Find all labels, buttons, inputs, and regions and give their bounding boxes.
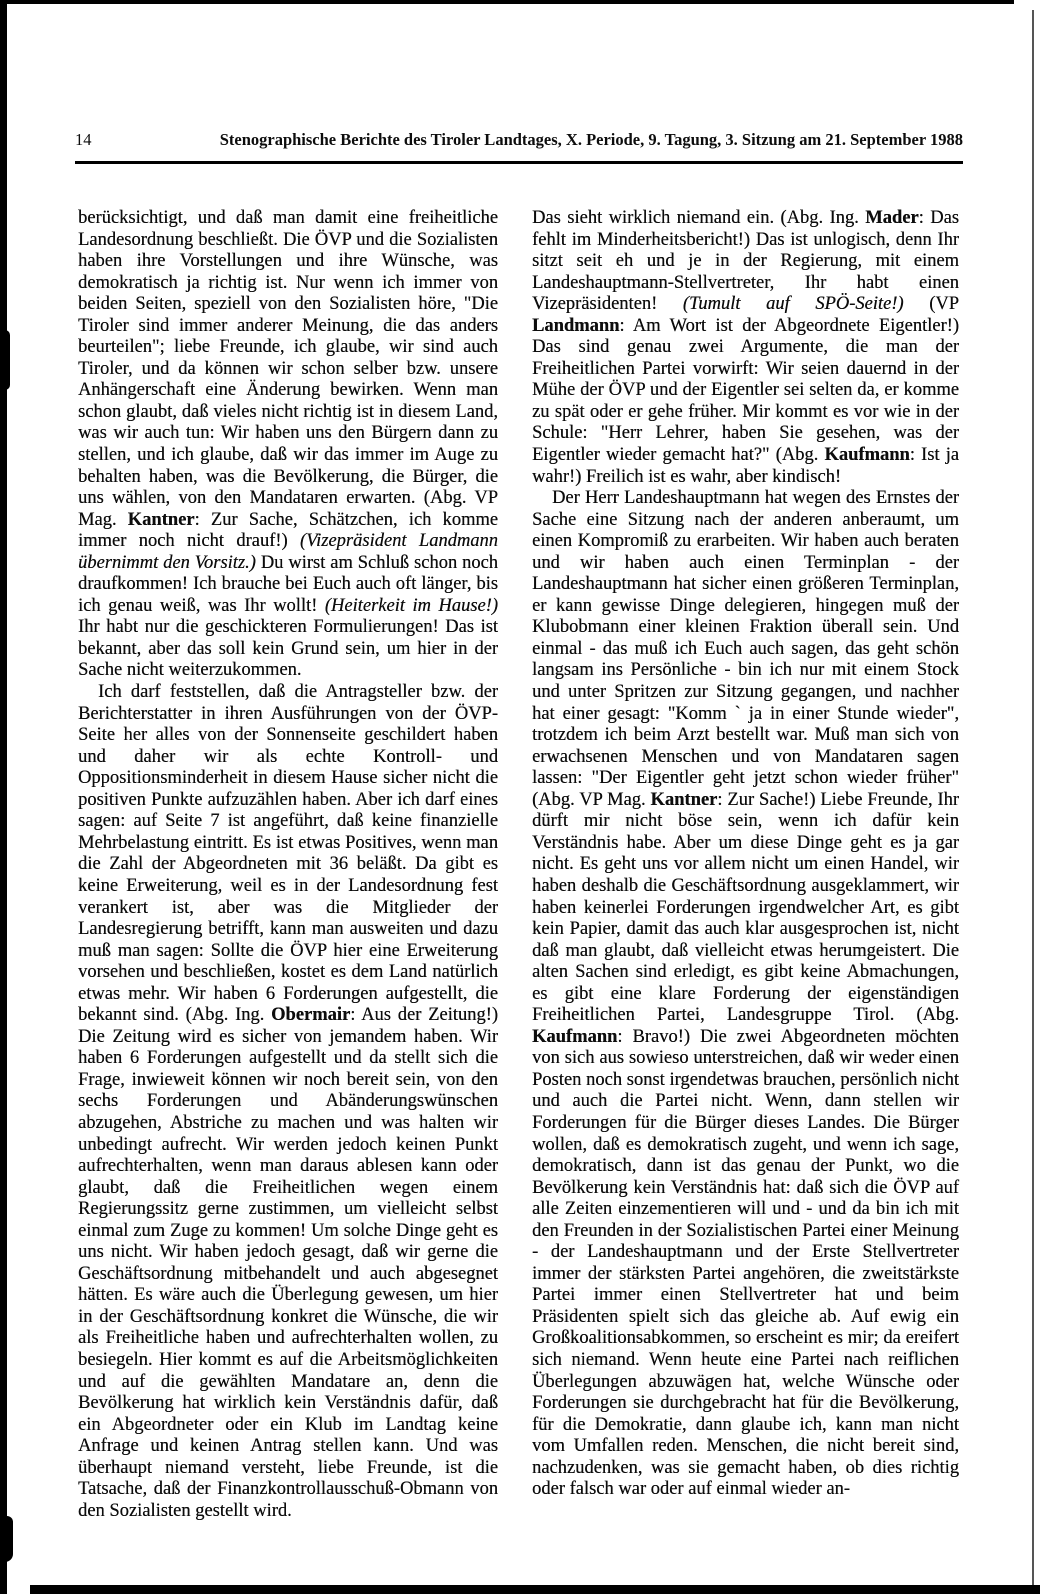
stage-direction: (Heiterkeit im Hause!) [324, 595, 498, 616]
paragraph [532, 208, 959, 488]
right-column [532, 208, 959, 1501]
scan-border-left-bump [0, 330, 10, 390]
speaker-name: Kaufmann [532, 1026, 618, 1047]
speech-text: Ich darf feststellen, daß die Antragsteller bzw. der Berichterstatter in ihren Ausführungen von der ÖVP-Seite her alles von der Sonnenseite geschildert haben und daher wir als echte Kontroll- und Oppositionsminderheit in diesem Hause sicher nicht die positiven Punkte aufzuzählen haben. Aber ich darf eines sagen: auf Seite 7 ist angeführt, daß keine finanzielle Mehrbelastung eintritt. Es ist etwas Positives, wenn man die Zahl der Abgeordneten mit 36 beläßt. Da gibt es keine Erweiterung, weil es in der Landesordnung fest verankert ist, aber was die Mitglieder der Landesregierung betrifft, kann man ausweiten und dazu muß man sagen: Sollte die ÖVP hier eine Erweiterung vorsehen und beschließen, kostet es dem Land natürlich etwas mehr. Wir haben 6 Forderungen aufgestellt, die bekannt sind. (Abg. Ing. [78, 682, 498, 1026]
speaker-name: Kantner [127, 509, 195, 530]
speech-text: : Das fehlt im Minderheitsbericht!) Das ist unlogisch, denn Ihr sitzt seit eh und je in der Regierung, mit einem Landeshauptmann-Stellvertreter, Ihr habt einen Vizepräsidenten! [532, 208, 959, 315]
speech-text: Ihr habt nur die geschickteren Formulierungen! Das ist bekannt, aber das soll kein Grund sein, um hier in der Sache nicht weiterzukommen. [78, 617, 498, 681]
speaker-name: Obermair [271, 1005, 351, 1026]
scan-border-top [0, 0, 1014, 4]
paragraph [532, 488, 959, 1501]
stage-direction: (Vizepräsident Landmann übernimmt den Vorsitz.) [78, 531, 498, 573]
scan-border-bottom [30, 1585, 1040, 1594]
speech-text: : Aus der Zeitung!) Die Zeitung wird es sicher von jemandem haben. Wir haben 6 Forderungen aufgestellt und da stellt sich die Frage, inwieweit können wir noch bereit sein, von den sechs Forderungen und Abänderungswünschen abzugehen, Abstriche zu machen und was halten wir unbedingt aufrecht. Wir werden jedoch keinen Punkt aufrechterhalten, wenn man daraus ablesen kann oder glaubt, daß die Freiheitlichen wegen einem Regierungssitz gerne zustimmen, um vielleicht selbst einmal zum Zuge zu kommen! Um solche Dinge geht es uns nicht. Wir haben jedoch gesagt, daß wir gerne die Geschäftsordnung mitbehandelt und auch abgesegnet hätten. Es wäre auch die Überlegung gewesen, um hier in der Geschäftsordnung konkret die Wünsche, die wir als Freiheitliche haben und aufrechterhalten wollen, zu besiegeln. Hier kommt es auf die Arbeitsmöglichkeiten und auf die gewählten Mandatare an, denn die Bevölkerung hat wirklich kein Verständnis dafür, daß ein Abgeordneter oder ein Klub im Landtag keine Anfrage und keinen Antrag stellen kann. Und was überhaupt niemand versteht, liebe Freunde, ist die Tatsache, daß der Finanzkontrollausschuß-Obmann von den Sozialisten gestellt wird. [78, 1005, 498, 1521]
paragraph [78, 208, 498, 682]
left-column [78, 208, 498, 1522]
speech-text: berücksichtigt, und daß man damit eine freiheitliche Landesordnung beschließt. Die ÖVP und die Sozialisten haben ihre Vorstellungen und ihre Wünsche, was demokratisch ja richtig ist. Nur wenn ich immer von beiden Seiten, speziell von den Sozialisten höre, "Die Tiroler sind immer anderer Meinung, die das anders beurteilen"; liebe Freunde, ich glaube, wir sind auch Tiroler, und da können wir schon selber bzw. unsere Anhängerschaft eine Änderung bewirken. Wenn man schon glaubt, daß vieles nicht richtig ist in diesem Land, was wir auch tun: Wir haben uns den Bürgern dann zu stellen, und ich glaube, daß wir das immer im Auge zu behalten haben, was die Bevölkerung, die Bürger, die uns wählen, von den Mandataren erwarten. (Abg. VP Mag. [78, 208, 498, 530]
header-rule [75, 161, 963, 164]
speech-text: : Zur Sache, Schätzchen, ich komme immer noch nicht drauf!) [78, 509, 498, 552]
scan-border-right [1032, 10, 1034, 1585]
speaker-name: Landmann [532, 315, 620, 336]
page-number: 14 [75, 130, 92, 149]
scan-border-left-bump [0, 1516, 13, 1562]
speaker-name: Kantner [650, 789, 718, 810]
speech-text: : Am Wort ist der Abgeordnete Eigentler!) Das sind genau zwei Argumente, die man der Freiheitlichen Partei vorwirft: Wir seien dauernd in der Mühe der ÖVP und der Eigentler sei selten da, er komme zu spät oder er gehe früher. Mir kommt es vor wie in der Schule: "Herr Lehrer, haben Sie gesehen, was der Eigentler wieder gemacht hat?" (Abg. [532, 315, 959, 466]
speech-text: (VP [903, 294, 959, 315]
speech-text: Der Herr Landeshauptmann hat wegen des Ernstes der Sache eine Sitzung nach der anderen anberaumt, um einen Kompromiß zu erarbeiten. Wir haben auch beraten und wir haben auch einen Terminplan - der Landeshauptmann hat sicher einen größeren Terminplan, er kann gewisse Dinge delegieren, hingegen muß der Klubobmann einer kleinen Fraktion überall sein. Und einmal - das muß ich Euch auch sagen, das geht schön langsam ins Persönliche - bin ich nur mit einem Stock und unter Spritzen zur Sitzung gegangen, und nachher hat einer gesagt: "Komm ` ja in einer Stunde wieder", trotzdem ich beim Arzt bestellt war. Muß man sich von erwachsenen Menschen und von Mandataren sagen lassen: "Der Eigentler geht jetzt schon wieder früher" (Abg. VP Mag. [532, 488, 959, 810]
page-header [75, 130, 963, 150]
speaker-name: Mader [865, 208, 919, 228]
header-title: Stenographische Berichte des Tiroler Landtages, X. Periode, 9. Tagung, 3. Sitzung am 21. September 1988 [219, 130, 963, 149]
stage-direction: (Tumult auf SPÖ-Seite!) [682, 294, 904, 315]
speech-text: : Zur Sache!) Liebe Freunde, Ihr dürft mir nicht böse sein, wenn ich dafür kein Verständnis habe. Aber um diese Dinge geht es ja gar nicht. Es geht uns vor allem nicht um einen Handel, wir haben deshalb die Geschäftsordnung ausgeklammert, wir haben keinerlei Forderungen irgendwelcher Art, es gibt kein Papier, damit das auch klar ausgesprochen ist, nicht daß man glaubt, daß vielleicht etwas herumgeistert. Die alten Sachen sind erledigt, es gibt keine Abmachungen, es gibt eine klare Forderung der eigenständigen Freiheitlichen Partei, Landesgruppe Tirol. (Abg. [532, 789, 960, 1026]
speech-text: Das sieht wirklich niemand ein. (Abg. Ing. [532, 208, 866, 228]
paragraph [78, 682, 498, 1522]
scan-border-left [0, 0, 7, 1594]
speaker-name: Kaufmann [824, 445, 910, 466]
speech-text: Du wirst am Schluß schon noch draufkommen! Ich brauche bei Euch auch oft länger, bis ich genau weiß, was Ihr wollt! [78, 552, 498, 616]
speech-text: : Ist ja wahr!) Freilich ist es wahr, aber kindisch! [532, 445, 960, 487]
speech-text: : Bravo!) Die zwei Abgeordneten möchten von sich aus sowieso unterstreichen, daß wir weder einen Posten noch sonst irgendetwas brauchen, persönlich nicht und auch die Partei nicht. Wenn, dann stellen wir Forderungen für die Bürger dieses Landes. Die Bürger wollen, daß es demokratisch zugeht, und wenn ich sage, demokratisch, dann ist das genau der Punkt, wo die Bevölkerung kein Verständnis hat: daß sich die ÖVP auf alle Zeiten einzementieren will und - und da bin ich mit den Freunden in der Sozialistischen Partei einer Meinung - der Landeshauptmann und der Erste Stellvertreter immer der stärksten Partei angehören, die zweitstärkste Partei immer einen Stellvertreter hat und beim Präsidenten spielt sich das gleiche ab. Auf ewig ein Großkoalitionsabkommen, so erscheint es mir; da ereifert sich niemand. Wenn heute eine Partei nach reiflichen Überlegungen abzuwägen hat, welche Wünsche oder Forderungen sie durchgebracht hat für die Bevölkerung, für die Demokratie, dann glaube ich, kann man nicht vom Umfallen reden. Menschen, die nicht bereit sind, nachzudenken, was sie gemacht haben, ob dies richtig oder falsch war oder auf einmal wieder an- [532, 1026, 959, 1500]
